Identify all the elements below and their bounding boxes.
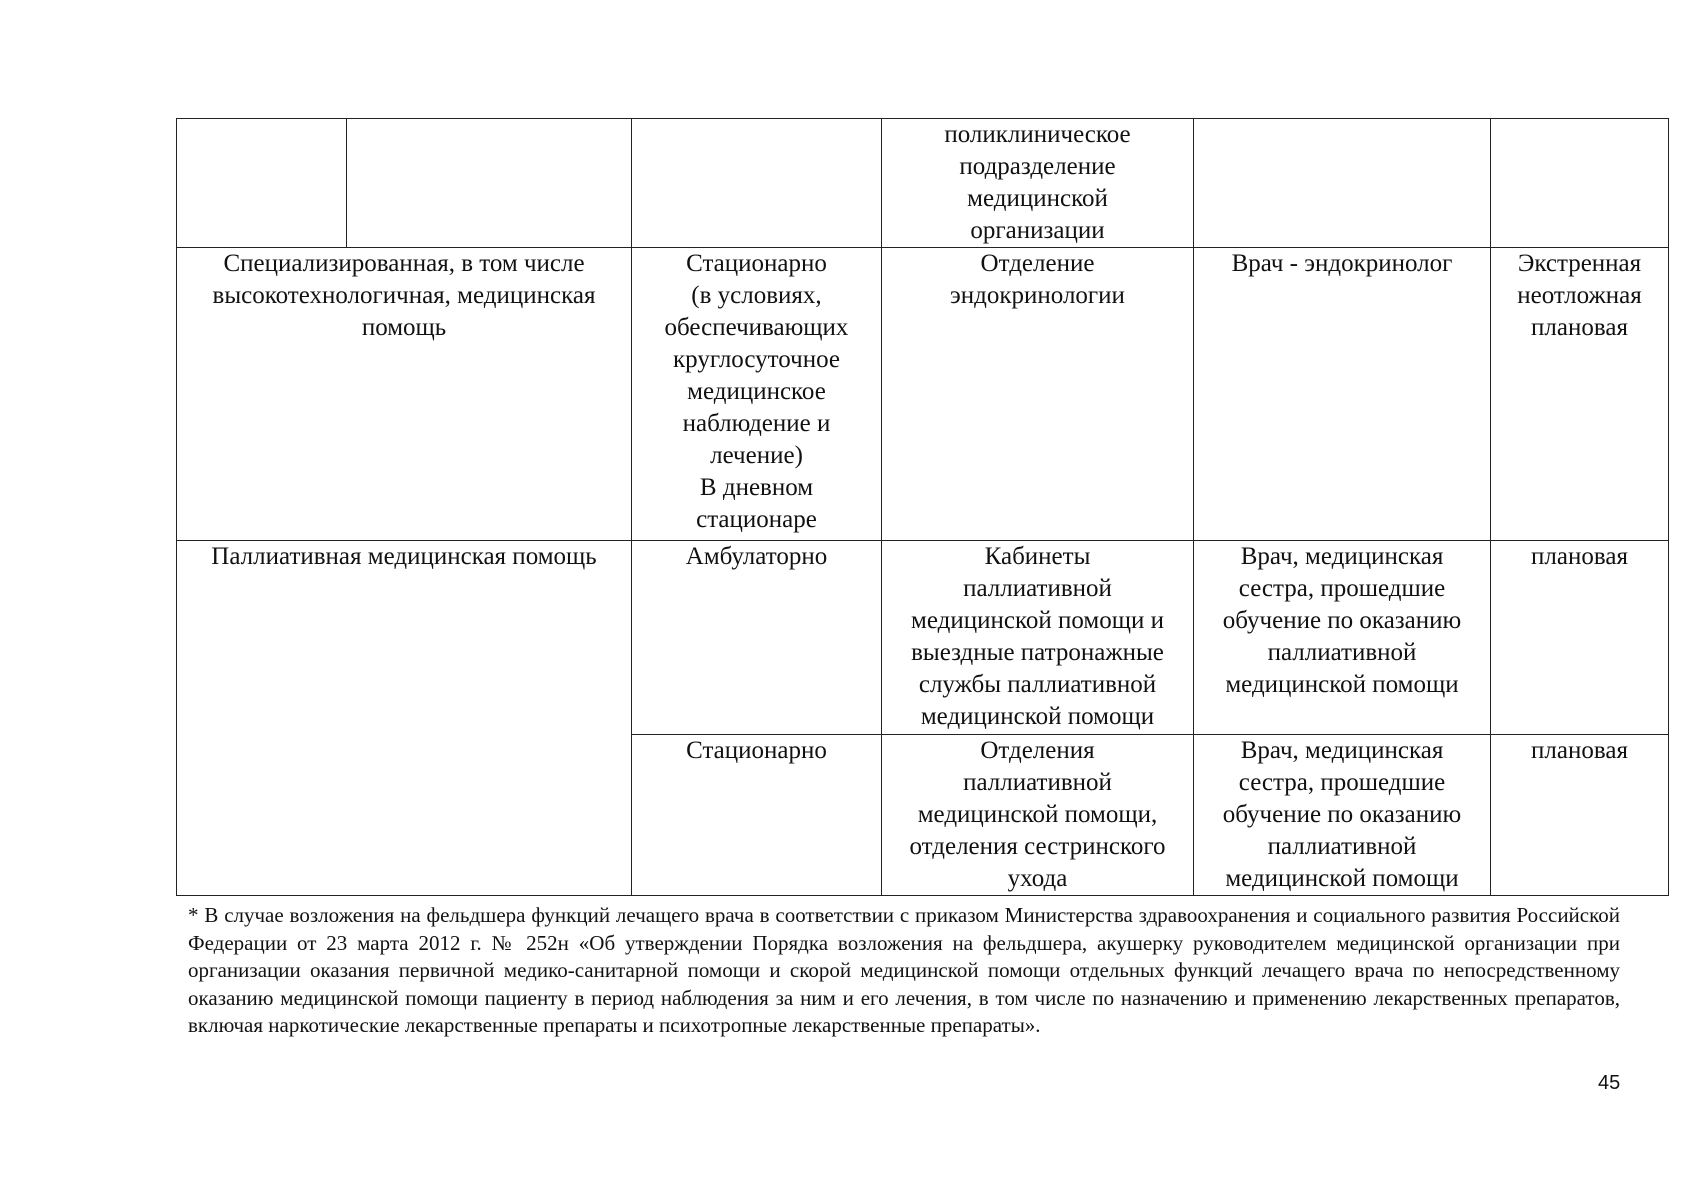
- subdivision-text: Отделение эндокринологии: [950, 250, 1125, 309]
- table-row: [177, 541, 1669, 735]
- table-cell-subdivision: [882, 541, 1194, 735]
- table-cell-specialist: [1194, 735, 1491, 896]
- table-row: [177, 119, 1669, 248]
- care-type-text: Специализированная, в том числе высокотехнологичная, медицинская помощь: [212, 250, 596, 341]
- table-cell-form: [1491, 248, 1669, 541]
- table-cell-conditions: [632, 541, 882, 735]
- conditions-text: Стационарно: [686, 737, 827, 764]
- table-cell-empty: [347, 119, 632, 248]
- table-cell-specialist: [1194, 248, 1491, 541]
- table-cell-conditions: [632, 248, 882, 541]
- form-text: плановая: [1531, 737, 1628, 764]
- table-cell-subdivision: [882, 248, 1194, 541]
- table-cell-empty: [1194, 119, 1491, 248]
- subdivision-text: Кабинеты паллиативной медицинской помощи и выездные патронажные службы паллиативной медицинской помощи: [911, 543, 1164, 730]
- specialist-text: Врач, медицинская сестра, прошедшие обучение по оказанию паллиативной медицинской помощи: [1222, 543, 1462, 698]
- specialist-text: Врач - эндокринолог: [1231, 250, 1453, 277]
- table-cell-empty: [632, 119, 882, 248]
- form-text: плановая: [1531, 543, 1628, 570]
- table-cell-empty: [1491, 119, 1669, 248]
- table-cell-specialist: [1194, 541, 1491, 735]
- table-cell-conditions: [632, 735, 882, 896]
- table-cell-subdivision: [882, 735, 1194, 896]
- form-text: Экстренная неотложная плановая: [1517, 250, 1642, 341]
- table-cell-form: [1491, 541, 1669, 735]
- subdivision-text: Отделения паллиативной медицинской помощи, отделения сестринского ухода: [909, 737, 1166, 892]
- subdivision-text: поликлиническое подразделение медицинской организации: [944, 121, 1131, 244]
- table-row: [177, 248, 1669, 541]
- table-cell-care-type: [177, 541, 632, 896]
- table-cell-empty: [177, 119, 347, 248]
- conditions-text: Стационарно (в условиях, обеспечивающих круглосуточное медицинское наблюдение и лечение) В дневном стационаре: [664, 250, 849, 533]
- table-cell-form: [1491, 735, 1669, 896]
- conditions-text: Амбулаторно: [685, 543, 828, 570]
- specialist-text: Врач, медицинская сестра, прошедшие обучение по оказанию паллиативной медицинской помощи: [1222, 737, 1462, 892]
- footnote: * В случае возложения на фельдшера функций лечащего врача в соответствии с приказом Министерства здравоохранения и социального развития Российской Федерации от 23 марта 2012 г. № 252н «Об утверждении Порядка возложения на фельдшера, акушерку руководителем медицинской организации при организации оказания первичной медико-санитарной помощи и скорой медицинской помощи отдельных функций лечащего врача по непосредственному оказанию медицинской помощи пациенту в период наблюдения за ним и его лечения, в том числе по назначению и применению лекарственных препаратов, включая наркотические лекарственные препараты и психотропные лекарственные препараты».: [188, 903, 1620, 1037]
- table-cell-care-type: [177, 248, 632, 541]
- medical-care-table: [176, 118, 1669, 896]
- care-type-text: Паллиативная медицинская помощь: [211, 543, 597, 570]
- page-number: 45: [1598, 1072, 1621, 1094]
- table-cell-subdivision: [882, 119, 1194, 248]
